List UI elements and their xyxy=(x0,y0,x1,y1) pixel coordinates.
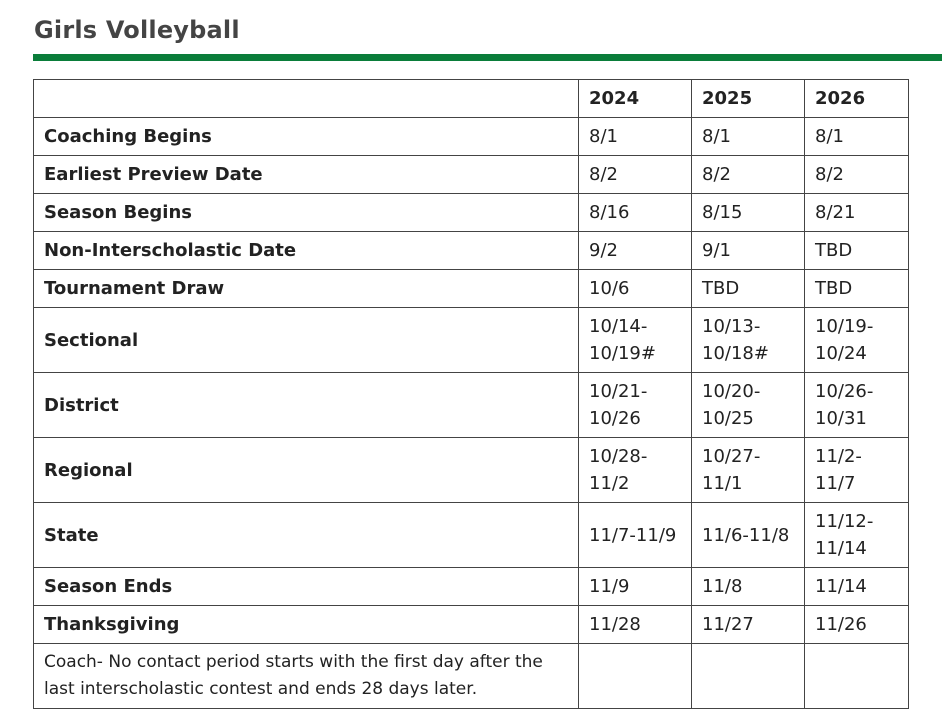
row-label: Coaching Begins xyxy=(34,118,579,156)
cell-2024: 11/9 xyxy=(579,568,692,606)
cell-2026: 11/2-11/7 xyxy=(805,438,909,503)
table-row xyxy=(34,118,909,156)
table-row xyxy=(34,503,909,568)
row-label: Sectional xyxy=(34,308,579,373)
cell-2026: 10/19-10/24 xyxy=(805,308,909,373)
note-empty-cell xyxy=(579,644,692,709)
cell-2024: 11/28 xyxy=(579,606,692,644)
row-label: District xyxy=(34,373,579,438)
cell-2026: 11/26 xyxy=(805,606,909,644)
cell-2026: TBD xyxy=(805,270,909,308)
note-empty-cell xyxy=(692,644,805,709)
header-cell-2025: 2025 xyxy=(692,80,805,118)
cell-2024: 10/14-10/19# xyxy=(579,308,692,373)
row-label: State xyxy=(34,503,579,568)
note-empty-cell xyxy=(805,644,909,709)
cell-2024: 10/6 xyxy=(579,270,692,308)
cell-2026: 8/21 xyxy=(805,194,909,232)
row-label: Earliest Preview Date xyxy=(34,156,579,194)
cell-2024: 8/16 xyxy=(579,194,692,232)
page-title: Girls Volleyball xyxy=(34,16,240,44)
table-row xyxy=(34,270,909,308)
cell-2026: 8/1 xyxy=(805,118,909,156)
cell-2026: 11/14 xyxy=(805,568,909,606)
cell-2024: 9/2 xyxy=(579,232,692,270)
header-row xyxy=(34,80,909,118)
table-row xyxy=(34,156,909,194)
row-label: Season Ends xyxy=(34,568,579,606)
table-row xyxy=(34,568,909,606)
row-label: Tournament Draw xyxy=(34,270,579,308)
schedule-table xyxy=(33,79,909,709)
cell-2025: 11/6-11/8 xyxy=(692,503,805,568)
cell-2024: 8/1 xyxy=(579,118,692,156)
row-label: Non-Interscholastic Date xyxy=(34,232,579,270)
cell-2024: 8/2 xyxy=(579,156,692,194)
cell-2025: 10/27-11/1 xyxy=(692,438,805,503)
header-cell-empty xyxy=(34,80,579,118)
title-divider xyxy=(33,54,942,61)
cell-2026: 8/2 xyxy=(805,156,909,194)
table-row xyxy=(34,373,909,438)
header-cell-2024: 2024 xyxy=(579,80,692,118)
table-row xyxy=(34,232,909,270)
note-row xyxy=(34,644,909,709)
cell-2025: TBD xyxy=(692,270,805,308)
cell-2025: 11/8 xyxy=(692,568,805,606)
cell-2025: 10/13-10/18# xyxy=(692,308,805,373)
row-label: Season Begins xyxy=(34,194,579,232)
cell-2026: 11/12-11/14 xyxy=(805,503,909,568)
table-row xyxy=(34,194,909,232)
cell-2026: TBD xyxy=(805,232,909,270)
header-cell-2026: 2026 xyxy=(805,80,909,118)
table-row xyxy=(34,438,909,503)
cell-2025: 8/2 xyxy=(692,156,805,194)
table-row xyxy=(34,606,909,644)
row-label: Regional xyxy=(34,438,579,503)
table-row xyxy=(34,308,909,373)
cell-2024: 11/7-11/9 xyxy=(579,503,692,568)
cell-2025: 11/27 xyxy=(692,606,805,644)
row-label: Thanksgiving xyxy=(34,606,579,644)
cell-2024: 10/21-10/26 xyxy=(579,373,692,438)
cell-2025: 8/1 xyxy=(692,118,805,156)
cell-2024: 10/28-11/2 xyxy=(579,438,692,503)
coach-note: Coach- No contact period starts with the first day after the last interscholastic contest and ends 28 days later. xyxy=(34,644,579,709)
cell-2025: 8/15 xyxy=(692,194,805,232)
cell-2025: 9/1 xyxy=(692,232,805,270)
cell-2026: 10/26-10/31 xyxy=(805,373,909,438)
cell-2025: 10/20-10/25 xyxy=(692,373,805,438)
